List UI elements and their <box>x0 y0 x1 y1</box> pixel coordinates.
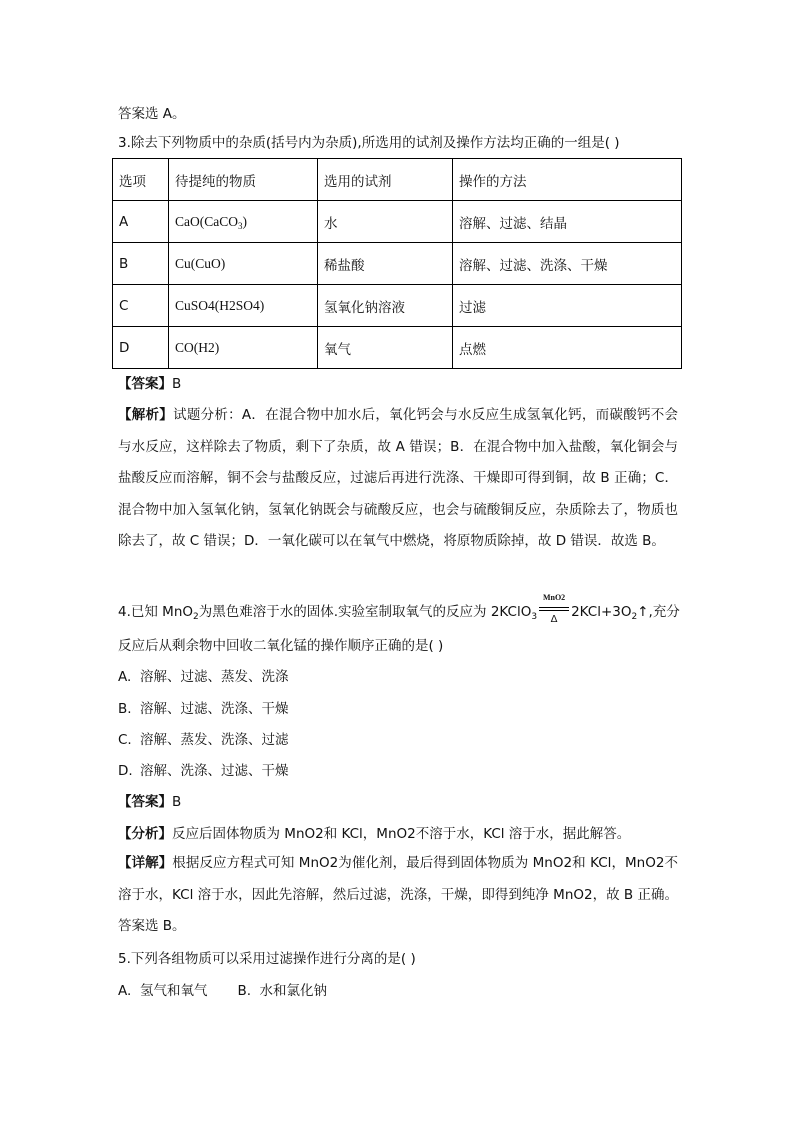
table-row <box>113 201 682 243</box>
row-option: A <box>113 201 169 243</box>
q4-option-a: A. 溶解、过滤、蒸发、洗涤 <box>118 669 289 685</box>
header-reagent: 选用的试剂 <box>318 159 453 201</box>
row-option: C <box>113 285 169 327</box>
analysis-label: 【解析】 <box>118 407 174 423</box>
q4-analysis <box>118 824 630 844</box>
analysis-text: 反应后固体物质为 MnO2和 KCl，MnO2不溶于水，KCl 溶于水，据此解答。 <box>172 826 631 842</box>
detail-label: 【详解】 <box>118 855 173 871</box>
answer-label: 【答案】 <box>118 376 172 392</box>
table-row <box>113 285 682 327</box>
q4-stem-line1: 4.已知 MnO$_2$为黑色难溶于水的固体.实验室制取氧气的反应为 2KClO$_3$ MnO2 Δ $2KCl+3O_2↑$,充分 <box>118 593 680 625</box>
table-row <box>113 327 682 369</box>
row-substance: CuSO4(H2SO4) <box>169 285 318 327</box>
q5-options: A. 氢气和氧气 B. 水和氯化钠 <box>118 983 327 999</box>
q4-option-b: B. 溶解、过滤、洗涤、干燥 <box>118 701 289 717</box>
row-method: 点燃 <box>453 327 682 369</box>
q4-detail <box>118 848 678 943</box>
row-substance: CO(H2) <box>169 327 318 369</box>
row-option: D <box>113 327 169 369</box>
row-reagent: 氢氧化钠溶液 <box>318 285 453 327</box>
analysis-label: 【分析】 <box>118 826 172 842</box>
row-method: 过滤 <box>453 285 682 327</box>
row-reagent: 氧气 <box>318 327 453 369</box>
header-method: 操作的方法 <box>453 159 682 201</box>
row-substance: Cu(CuO) <box>169 243 318 285</box>
q4-option-d: D. 溶解、洗涤、过滤、干燥 <box>118 763 289 779</box>
detail-text: 根据反应方程式可知 MnO2为催化剂，最后得到固体物质为 MnO2和 KCl，MnO2不溶于水，KCl 溶于水，因此先溶解，然后过滤，洗涤，干燥，即得到纯净 MnO2，故 B 正确。答案选 B。 <box>118 855 679 934</box>
q3-answer <box>118 374 181 394</box>
row-method: 溶解、过滤、结晶 <box>453 201 682 243</box>
table-header-row <box>113 159 682 201</box>
answer-value: B <box>172 376 182 392</box>
answer-value: B <box>172 794 182 810</box>
analysis-text: 试题分析：A．在混合物中加水后，氧化钙会与水反应生成氢氧化钙，而碳酸钙不会与水反应，这样除去了物质，剩下了杂质，故 A 错误；B．在混合物中加入盐酸，氧化铜会与盐酸反应而溶解，铜不会与盐酸反应，过滤后再进行洗涤、干燥即可得到铜，故 B 正确；C．混合物中加入氢氧化钠，氢氧化钠既会与硫酸反应，也会与硫酸铜反应，杂质除去了，物质也除去了，故 C 错误；D．一氧化碳可以在氧气中燃烧，将原物质除掉，故 D 错误．故选 B。 <box>118 407 679 549</box>
row-reagent: 稀盐酸 <box>318 243 453 285</box>
q4-stem-line2: 反应后从剩余物中回收二氧化锰的操作顺序正确的是( ) <box>118 638 444 654</box>
q3-options-table <box>112 158 682 369</box>
header-substance: 待提纯的物质 <box>169 159 318 201</box>
row-option: B <box>113 243 169 285</box>
table-row <box>113 243 682 285</box>
q4-answer <box>118 792 181 812</box>
previous-answer-tail: 答案选 A。 <box>118 106 186 122</box>
answer-label: 【答案】 <box>118 794 172 810</box>
q3-analysis <box>118 400 678 558</box>
q3-stem: 3.除去下列物质中的杂质(括号内为杂质),所选用的试剂及操作方法均正确的一组是( ) <box>118 135 620 151</box>
header-option: 选项 <box>113 159 169 201</box>
q5-stem: 5.下列各组物质可以采用过滤操作进行分离的是( ) <box>118 951 416 967</box>
q4-option-c: C. 溶解、蒸发、洗涤、过滤 <box>118 732 289 748</box>
reaction-condition: MnO2 Δ <box>537 600 571 620</box>
row-method: 溶解、过滤、洗涤、干燥 <box>453 243 682 285</box>
row-substance: CaO(CaCO$_3$) <box>169 201 318 243</box>
row-reagent: 水 <box>318 201 453 243</box>
